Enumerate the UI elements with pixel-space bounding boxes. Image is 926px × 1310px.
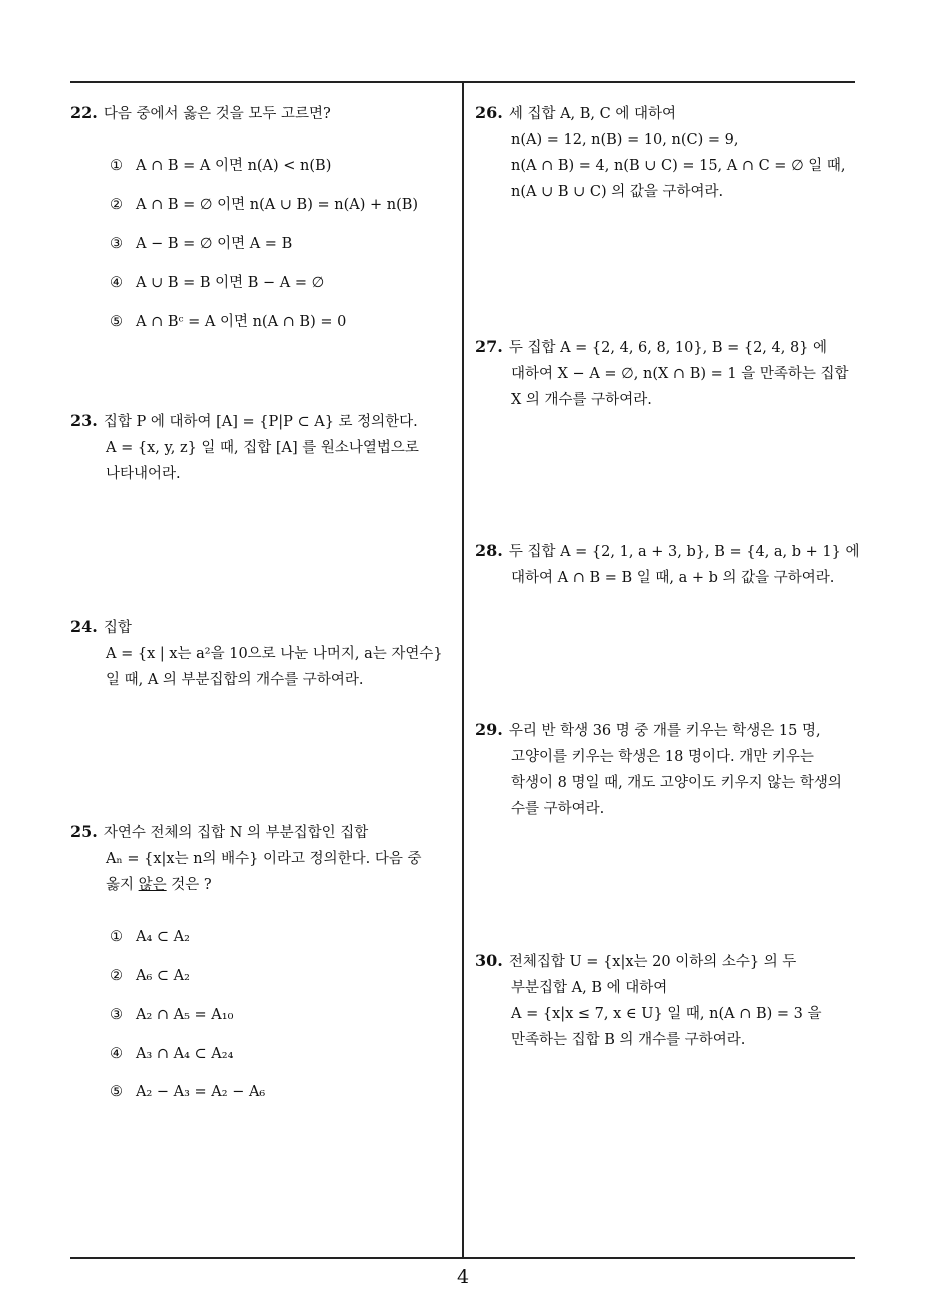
problem-number: 24.	[70, 617, 98, 636]
problem-number: 30.	[475, 951, 503, 970]
bottom-rule	[70, 1257, 855, 1259]
problem-28: 28. 두 집합 A = {2, 1, a + 3, b}, B = {4, a, b + 1} 에 대하여 A ∩ B = B 일 때, a + b 의 값을 구하여라.	[475, 538, 860, 591]
choice-5: ⑤ A₂ − A₃ = A₂ − A₆	[110, 1084, 266, 1100]
problem-24: 24. 집합 A = {x | x는 a²을 10으로 나눈 나머지, a는 자연수} 일 때, A 의 부분집합의 개수를 구하여라.	[70, 614, 443, 693]
choice-5: ⑤ A ∩ Bᶜ = A 이면 n(A ∩ B) = 0	[110, 314, 347, 330]
problem-number: 27.	[475, 337, 503, 356]
problem-30: 30. 전체집합 U = {x|x는 20 이하의 소수} 의 두 부분집합 A, B 에 대하여 A = {x|x ≤ 7, x ∈ U} 일 때, n(A ∩ B) = 3 을 만족하는 집합 B 의 개수를 구하여라.	[475, 948, 822, 1053]
column-divider	[462, 82, 464, 1258]
choice-3: ③ A₂ ∩ A₅ = A₁₀	[110, 1007, 234, 1023]
choice-2: ② A₆ ⊂ A₂	[110, 968, 190, 984]
choice-1: ① A ∩ B = A 이면 n(A) < n(B)	[110, 158, 332, 174]
choice-4: ④ A₃ ∩ A₄ ⊂ A₂₄	[110, 1046, 234, 1062]
problem-text: 다음 중에서 옳은 것을 모두 고르면?	[103, 106, 331, 122]
problem-number: 26.	[475, 103, 503, 122]
problem-number: 23.	[70, 411, 98, 430]
page-number: 4	[456, 1266, 470, 1288]
problem-26: 26. 세 집합 A, B, C 에 대하여 n(A) = 12, n(B) = 10, n(C) = 9, n(A ∩ B) = 4, n(B ∪ C) = 15, A ∩ C = ∅ 일 때, n(A ∪ B ∪ C) 의 값을 구하여라.	[475, 100, 846, 205]
choice-1: ① A₄ ⊂ A₂	[110, 929, 190, 945]
problem-29: 29. 우리 반 학생 36 명 중 개를 키우는 학생은 15 명, 고양이를 키우는 학생은 18 명이다. 개만 키우는 학생이 8 명일 때, 개도 고양이도 키우지 않는 학생의 수를 구하여라.	[475, 717, 842, 822]
choice-4: ④ A ∪ B = B 이면 B − A = ∅	[110, 275, 325, 291]
problem-number: 28.	[475, 541, 503, 560]
choice-3: ③ A − B = ∅ 이면 A = B	[110, 236, 293, 252]
problem-27: 27. 두 집합 A = {2, 4, 6, 8, 10}, B = {2, 4, 8} 에 대하여 X − A = ∅, n(X ∩ B) = 1 을 만족하는 집합 X 의 개수를 구하여라.	[475, 334, 848, 413]
problem-25: 25. 자연수 전체의 집합 N 의 부분집합인 집합 Aₙ = {x|x는 n의 배수} 이라고 정의한다. 다음 중 옳지 않은 것은 ?	[70, 819, 422, 898]
problem-number: 22.	[70, 103, 98, 122]
problem-number: 25.	[70, 822, 98, 841]
problem-23: 23. 집합 P 에 대하여 [A] = {P|P ⊂ A} 로 정의한다. A = {x, y, z} 일 때, 집합 [A] 를 원소나열법으로 나타내어라.	[70, 408, 419, 487]
underlined-word: 않은	[138, 877, 167, 893]
problem-22	[70, 100, 331, 127]
problem-number: 29.	[475, 720, 503, 739]
choice-2: ② A ∩ B = ∅ 이면 n(A ∪ B) = n(A) + n(B)	[110, 197, 419, 213]
